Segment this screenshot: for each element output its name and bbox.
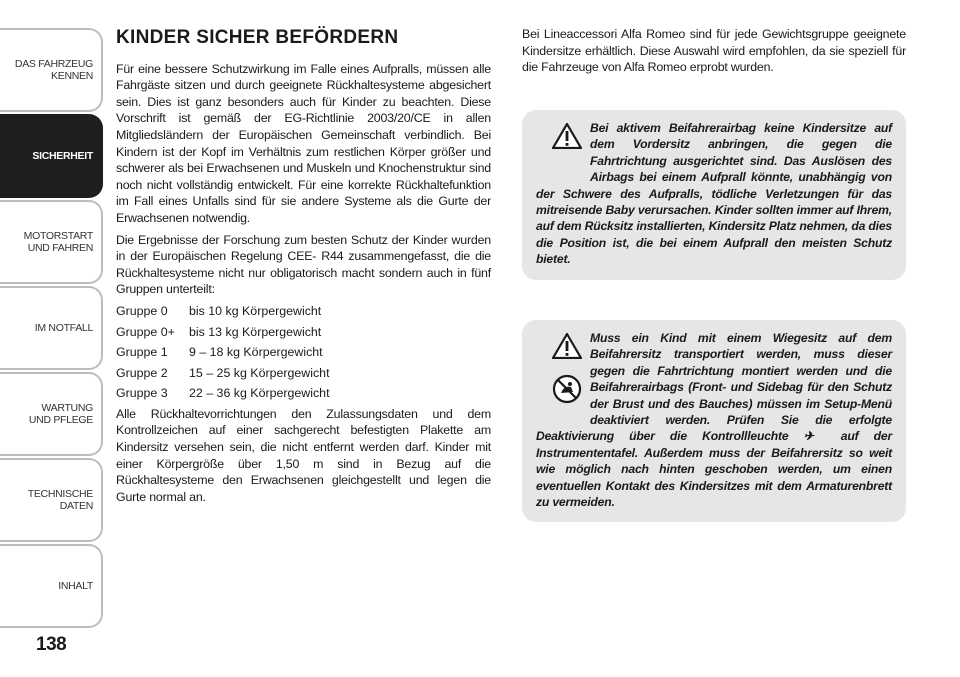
tab-sicherheit[interactable] xyxy=(0,114,103,198)
group-weight: bis 13 kg Körpergewicht xyxy=(189,324,322,339)
group-name: Gruppe 0+ xyxy=(116,324,175,339)
group-weight: bis 10 kg Körpergewicht xyxy=(189,303,322,318)
tab-das-fahrzeug-kennen[interactable] xyxy=(0,28,103,112)
group-row xyxy=(116,324,491,341)
warning-box-airbag xyxy=(522,110,906,280)
warning-box-child-seat xyxy=(522,320,906,522)
tab-label: INHALT xyxy=(58,580,93,592)
tab-label: TECHNISCHE DATEN xyxy=(27,488,93,512)
tab-label: SICHERHEIT xyxy=(32,150,93,162)
warning-icons xyxy=(536,120,590,174)
group-row xyxy=(116,365,491,382)
paragraph-research: Die Ergebnisse der Forschung zum besten Schutz der Kinder wurden in der Europäischen Regelung CEE- R44 zusammengefasst, die die Rückhaltesysteme nicht nur obligatorisch macht sondern auch in fünf Gruppen unterteilt: xyxy=(116,232,491,297)
group-row xyxy=(116,344,491,361)
tab-label: DAS FAHRZEUG KENNEN xyxy=(14,58,93,82)
warning-text: Bei aktivem Beifahrerairbag keine Kindersitze auf dem Vordersitz anbringen, die gegen die Fahrtrichtung ausgerichtet sind. Das Auslösen des Airbags bei einem Aufprall könnte, unabhängig von der Schwere des Aufpralls, tödliche Verletzungen für das mitreisende Baby verursachen. Kinder sollten immer auf Ihrem, auf dem Rücksitz installierten, Kindersitz Platz nehmen, da dies die Position ist, die bei einem Aufprall den meisten Schutz bietet. xyxy=(536,121,892,267)
group-weight: 22 – 36 kg Körpergewicht xyxy=(189,386,330,401)
right-column xyxy=(522,26,906,76)
group-list xyxy=(116,303,491,402)
group-weight: 9 – 18 kg Körpergewicht xyxy=(189,345,323,360)
tab-label: IM NOTFALL xyxy=(34,322,93,334)
tab-label: WARTUNG UND PFLEGE xyxy=(28,402,93,426)
left-column xyxy=(116,27,491,510)
group-name: Gruppe 2 xyxy=(116,365,168,380)
tab-wartung-und-pflege[interactable] xyxy=(0,372,103,456)
tab-technische-daten[interactable] xyxy=(0,458,103,542)
no-airbag-child-seat-icon xyxy=(552,374,582,404)
page-number: 138 xyxy=(36,634,67,655)
warning-triangle-icon xyxy=(552,123,582,149)
paragraph-intro: Für eine bessere Schutzwirkung im Falle eines Aufpralls, müssen alle Fahrgäste sitzen und durch geeignete Rückhaltesysteme abgesichert sein. Dies ist ganz besonders auch für Kinder zu beachten. Diese Vorschrift ist gemäß der EG-Richtlinie 2003/20/CE in allen Mitgliedsländern der Europäischen Gemeinschaft verbindlich. Bei Kindern ist der Kopf im Verhältnis zum restlichen Körper größer und schwerer als bei Erwachsenen und Muskeln und Knochenstruktur sind noch nicht vollständig entwickelt. Für eine korrekte Rückhaltefunktion im Fall eines Unfalls sind für sie andere Systeme als die Gurte der Erwachsenen notwendig. xyxy=(116,61,491,225)
tab-motorstart-und-fahren[interactable] xyxy=(0,200,103,284)
paragraph-approval: Alle Rückhaltevorrichtungen den Zulassungsdaten und dem Kontrollzeichen auf einer sachgerecht befestigten Plakette am Kindersitz versehen sein, die nicht entfernt werden darf. Kinder mit einer Körpergröße über 1,50 m sind in Bezug auf die Rückhaltesysteme den Erwachsenen gleichgestellt und legen die Gurte normal an. xyxy=(116,406,491,504)
group-weight: 15 – 25 kg Körpergewicht xyxy=(189,365,330,380)
group-name: Gruppe 0 xyxy=(116,303,168,318)
section-title: KINDER SICHER BEFÖRDERN xyxy=(116,27,399,48)
warning-triangle-icon xyxy=(552,333,582,359)
warning-icons xyxy=(536,330,590,416)
paragraph-lineaccessori: Bei Lineaccessori Alfa Romeo sind für jede Gewichtsgruppe geeignete Kindersitze erhältlich. Diese Auswahl wird empfohlen, da sie speziell für die Fahrzeuge von Alfa Romeo erprobt wurden. xyxy=(522,27,906,75)
group-name: Gruppe 3 xyxy=(116,386,168,401)
warning-text: Muss ein Kind mit einem Wiegesitz auf dem Beifahrersitz transportiert werden, muss dieser gegen die Fahrtrichtung montiert werden und die Beifahrerairbags (Front- und Sidebag für den Schutz der Brust und des Bauches) müssen im Setup-Menü deaktiviert werden. Prüfen Sie die erfolgte Deaktivierung über die Kontrollleuchte ✈ auf der Instrumententafel. Außerdem muss der Beifahrersitz so weit wie möglich nach hinten geschoben werden, um einen eventuellen Kontakt des Kindersitzes mit dem Armaturenbrett zu vermeiden. xyxy=(536,331,892,510)
tab-im-notfall[interactable] xyxy=(0,286,103,370)
group-row xyxy=(116,303,491,320)
tab-label: MOTORSTART UND FAHREN xyxy=(23,230,93,254)
group-row xyxy=(116,385,491,402)
group-name: Gruppe 1 xyxy=(116,345,168,360)
tab-inhalt[interactable] xyxy=(0,544,103,628)
